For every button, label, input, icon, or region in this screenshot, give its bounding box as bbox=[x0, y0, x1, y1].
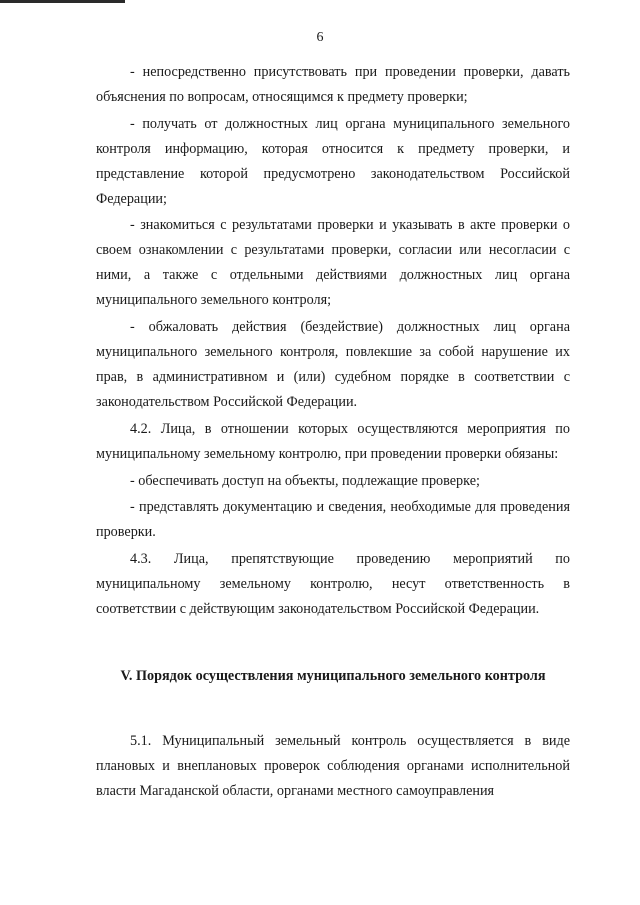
paragraph-4-3-liability: 4.3. Лица, препятствующие проведению мероприятий по муниципальному земельному контролю, несут ответственность в соответствии с действующим законодательством Российской Федерации. bbox=[96, 551, 570, 618]
paragraph-5-1: 5.1. Муниципальный земельный контроль осуществляется в виде плановых и внеплановых проверок соблюдения органами исполнительной власти Магаданской области, органами местного самоуправления bbox=[96, 732, 570, 799]
paragraph-duty-access: - обеспечивать доступ на объекты, подлежащие проверке; bbox=[130, 472, 480, 489]
paragraph-right-review-results: - знакомиться с результатами проверки и указывать в акте проверки о своем ознакомлении с результатами проверки, согласии или несогласии с ними, а также с отдельными действиями должностных лиц органа муниципального земельного контроля; bbox=[96, 217, 570, 309]
paragraph-right-attend: - непосредственно присутствовать при проведении проверки, давать объяснения по вопросам, относящимся к предмету проверки; bbox=[96, 64, 570, 105]
paragraph-right-receive-info: - получать от должностных лиц органа муниципального земельного контроля информацию, которая относится к предмету проверки, и представление которой предусмотрено законодательством Российской Федерации; bbox=[96, 115, 570, 207]
paragraph-4-2-obligations: 4.2. Лица, в отношении которых осуществляются мероприятия по муниципальному земельному контролю, при проведении проверки обязаны: bbox=[96, 420, 570, 462]
paragraph-right-appeal: - обжаловать действия (бездействие) должностных лиц органа муниципального земельного контроля, повлекшие за собой нарушение их прав, в административном и (или) судебном порядке в соответствии с законодательством Российской Федерации. bbox=[96, 319, 570, 410]
document-body bbox=[96, 60, 570, 806]
page-number: 6 bbox=[316, 30, 324, 45]
scan-edge-mark bbox=[0, 0, 125, 3]
paragraph-duty-documents: - представлять документацию и сведения, необходимые для проведения проверки. bbox=[96, 499, 570, 541]
section-heading: V. Порядок осуществления муниципального земельного контроля bbox=[120, 667, 546, 684]
